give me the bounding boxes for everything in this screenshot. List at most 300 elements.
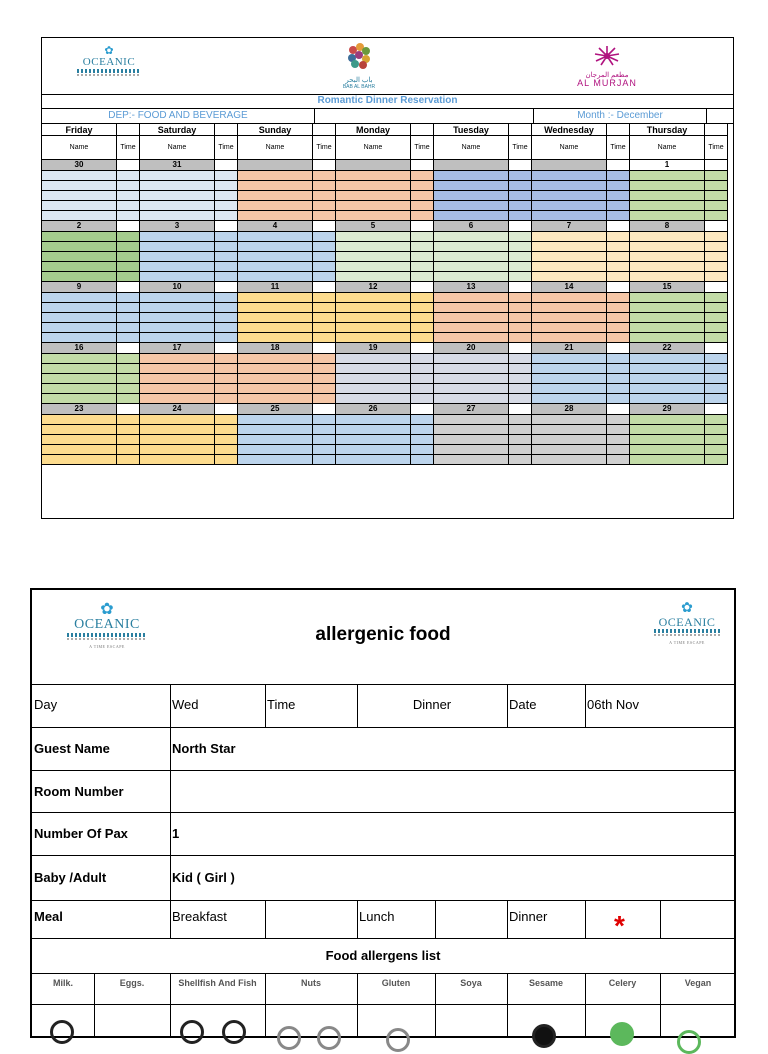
booking-time-slot xyxy=(509,272,532,282)
date-cell: 16 xyxy=(42,343,117,354)
booking-slot xyxy=(532,242,607,252)
date-cell: 11 xyxy=(238,282,313,293)
booking-time-slot xyxy=(117,374,140,384)
booking-slot xyxy=(630,201,705,211)
allergen-header: Soya xyxy=(460,978,482,988)
booking-slot xyxy=(42,435,117,445)
booking-time-slot xyxy=(607,171,630,181)
booking-slot xyxy=(42,171,117,181)
booking-slot xyxy=(630,242,705,252)
booking-time-slot xyxy=(411,211,434,221)
date-time-cell xyxy=(411,343,434,354)
booking-slot xyxy=(140,394,215,404)
nuts-icon-2 xyxy=(317,1026,341,1050)
booking-time-slot xyxy=(509,384,532,394)
booking-slot xyxy=(532,394,607,404)
col-name-header: Name xyxy=(238,136,313,160)
booking-slot xyxy=(238,252,313,262)
booking-slot xyxy=(238,415,313,425)
booking-slot xyxy=(336,232,411,242)
booking-time-slot xyxy=(705,435,728,445)
booking-time-slot xyxy=(313,272,336,282)
booking-slot xyxy=(434,354,509,364)
booking-slot xyxy=(42,232,117,242)
booking-slot xyxy=(532,262,607,272)
booking-time-slot xyxy=(117,455,140,465)
booking-time-slot xyxy=(313,252,336,262)
booking-time-slot xyxy=(607,333,630,343)
booking-time-slot xyxy=(215,364,238,374)
reservation-sheet xyxy=(41,37,734,519)
booking-slot xyxy=(630,191,705,201)
meal-breakfast: Breakfast xyxy=(172,909,227,924)
booking-slot xyxy=(630,354,705,364)
date-cell: 14 xyxy=(532,282,607,293)
booking-time-slot xyxy=(411,171,434,181)
col-name-header: Name xyxy=(434,136,509,160)
booking-slot xyxy=(140,415,215,425)
booking-time-slot xyxy=(215,384,238,394)
booking-slot xyxy=(140,211,215,221)
col-name-header: Name xyxy=(42,136,117,160)
booking-slot xyxy=(434,191,509,201)
booking-time-slot xyxy=(705,232,728,242)
day-header: Thursday xyxy=(630,124,705,136)
booking-time-slot xyxy=(313,415,336,425)
form-title: allergenic food xyxy=(315,624,451,645)
booking-slot xyxy=(630,262,705,272)
booking-time-slot xyxy=(313,201,336,211)
date-time-cell xyxy=(215,221,238,232)
booking-slot xyxy=(140,313,215,323)
booking-slot xyxy=(630,435,705,445)
wave-icon: ✿ xyxy=(681,601,693,616)
booking-time-slot xyxy=(509,394,532,404)
booking-time-slot xyxy=(509,435,532,445)
booking-time-slot xyxy=(411,252,434,262)
booking-slot xyxy=(238,323,313,333)
booking-slot xyxy=(42,293,117,303)
booking-slot xyxy=(532,435,607,445)
date-cell: 12 xyxy=(336,282,411,293)
booking-slot xyxy=(42,394,117,404)
date-time-cell xyxy=(313,343,336,354)
booking-slot xyxy=(336,191,411,201)
booking-time-slot xyxy=(607,354,630,364)
booking-time-slot xyxy=(607,425,630,435)
col-name-header: Name xyxy=(532,136,607,160)
booking-time-slot xyxy=(411,445,434,455)
col-name-header: Name xyxy=(630,136,705,160)
col-time-header: Time xyxy=(509,136,532,160)
allergen-header: Vegan xyxy=(684,978,712,988)
date-cell: 5 xyxy=(336,221,411,232)
booking-time-slot xyxy=(117,211,140,221)
oceanic-logo-right: ✿ OCEANIC A TIME ESCAPE xyxy=(650,602,724,645)
date-cell: 31 xyxy=(140,160,215,171)
booking-time-slot xyxy=(215,303,238,313)
booking-time-slot xyxy=(215,435,238,445)
date-cell xyxy=(434,160,509,171)
booking-time-slot xyxy=(705,272,728,282)
nuts-icon xyxy=(277,1026,301,1050)
booking-time-slot xyxy=(215,455,238,465)
allergen-header: Celery xyxy=(608,978,637,988)
booking-time-slot xyxy=(509,303,532,313)
booking-slot xyxy=(336,354,411,364)
booking-time-slot xyxy=(117,242,140,252)
booking-time-slot xyxy=(411,333,434,343)
day-header-spacer xyxy=(509,124,532,136)
date-time-cell xyxy=(411,404,434,415)
booking-time-slot xyxy=(607,445,630,455)
date-cell: 8 xyxy=(630,221,705,232)
booking-slot xyxy=(140,242,215,252)
booking-slot xyxy=(238,445,313,455)
booking-slot xyxy=(434,394,509,404)
date-label: Date xyxy=(509,697,537,712)
booking-slot xyxy=(532,425,607,435)
date-cell: 7 xyxy=(532,221,607,232)
booking-slot xyxy=(238,435,313,445)
col-time-header: Time xyxy=(117,136,140,160)
col-time-header: Time xyxy=(411,136,434,160)
booking-slot xyxy=(434,252,509,262)
booking-time-slot xyxy=(117,313,140,323)
booking-slot xyxy=(434,323,509,333)
date-cell: 29 xyxy=(630,404,705,415)
booking-slot xyxy=(630,425,705,435)
booking-slot xyxy=(238,384,313,394)
booking-slot xyxy=(434,455,509,465)
booking-slot xyxy=(532,232,607,242)
date-time-cell xyxy=(607,221,630,232)
booking-slot xyxy=(140,323,215,333)
booking-slot xyxy=(238,455,313,465)
logo-header xyxy=(42,38,733,95)
booking-slot xyxy=(238,272,313,282)
booking-time-slot xyxy=(215,323,238,333)
booking-time-slot xyxy=(117,171,140,181)
booking-slot xyxy=(42,303,117,313)
booking-time-slot xyxy=(411,293,434,303)
booking-slot xyxy=(140,425,215,435)
booking-slot xyxy=(238,242,313,252)
booking-time-slot xyxy=(509,242,532,252)
booking-slot xyxy=(238,354,313,364)
booking-time-slot xyxy=(313,455,336,465)
booking-slot xyxy=(630,211,705,221)
date-time-cell xyxy=(313,160,336,171)
booking-slot xyxy=(140,191,215,201)
booking-slot xyxy=(140,252,215,262)
booking-time-slot xyxy=(117,181,140,191)
booking-slot xyxy=(532,313,607,323)
booking-time-slot xyxy=(313,445,336,455)
col-time-header: Time xyxy=(215,136,238,160)
date-cell: 30 xyxy=(42,160,117,171)
booking-slot xyxy=(238,191,313,201)
booking-slot xyxy=(630,455,705,465)
booking-slot xyxy=(630,272,705,282)
booking-slot xyxy=(532,303,607,313)
booking-slot xyxy=(42,252,117,262)
booking-time-slot xyxy=(509,191,532,201)
booking-time-slot xyxy=(607,455,630,465)
booking-time-slot xyxy=(411,425,434,435)
booking-slot xyxy=(238,425,313,435)
date-cell: 17 xyxy=(140,343,215,354)
date-time-cell xyxy=(509,160,532,171)
booking-slot xyxy=(42,384,117,394)
booking-slot xyxy=(42,333,117,343)
booking-time-slot xyxy=(509,262,532,272)
date-cell: 28 xyxy=(532,404,607,415)
date-cell: 23 xyxy=(42,404,117,415)
booking-time-slot xyxy=(509,171,532,181)
guest-name-label: Guest Name xyxy=(34,741,110,756)
booking-slot xyxy=(238,303,313,313)
booking-time-slot xyxy=(313,171,336,181)
booking-time-slot xyxy=(411,435,434,445)
booking-slot xyxy=(42,191,117,201)
booking-slot xyxy=(434,272,509,282)
booking-time-slot xyxy=(509,211,532,221)
booking-time-slot xyxy=(215,425,238,435)
booking-time-slot xyxy=(705,394,728,404)
vegan-icon xyxy=(677,1030,701,1054)
booking-time-slot xyxy=(117,293,140,303)
baby-adult-value: Kid ( Girl ) xyxy=(172,870,235,885)
booking-time-slot xyxy=(215,293,238,303)
booking-time-slot xyxy=(509,445,532,455)
wave-icon: ✿ xyxy=(100,601,114,618)
pax-value: 1 xyxy=(172,826,180,841)
booking-slot xyxy=(238,232,313,242)
booking-slot xyxy=(336,455,411,465)
booking-time-slot xyxy=(411,303,434,313)
time-label: Time xyxy=(267,697,296,712)
booking-slot xyxy=(630,415,705,425)
booking-slot xyxy=(630,181,705,191)
booking-time-slot xyxy=(117,364,140,374)
booking-slot xyxy=(336,415,411,425)
booking-slot xyxy=(140,181,215,191)
booking-slot xyxy=(336,435,411,445)
date-time-cell xyxy=(705,221,728,232)
booking-time-slot xyxy=(607,252,630,262)
booking-time-slot xyxy=(607,323,630,333)
booking-slot xyxy=(532,171,607,181)
date-cell: 19 xyxy=(336,343,411,354)
booking-slot xyxy=(42,272,117,282)
booking-slot xyxy=(630,384,705,394)
booking-slot xyxy=(532,191,607,201)
booking-time-slot xyxy=(117,272,140,282)
booking-time-slot xyxy=(705,171,728,181)
booking-slot xyxy=(532,415,607,425)
booking-slot xyxy=(336,445,411,455)
booking-slot xyxy=(630,313,705,323)
booking-slot xyxy=(434,374,509,384)
day-header-spacer xyxy=(117,124,140,136)
date-time-cell xyxy=(411,282,434,293)
booking-slot xyxy=(336,171,411,181)
booking-time-slot xyxy=(117,384,140,394)
booking-time-slot xyxy=(117,435,140,445)
booking-time-slot xyxy=(607,242,630,252)
booking-slot xyxy=(532,374,607,384)
booking-time-slot xyxy=(215,242,238,252)
booking-slot xyxy=(532,455,607,465)
date-cell xyxy=(336,160,411,171)
booking-time-slot xyxy=(607,191,630,201)
booking-slot xyxy=(532,211,607,221)
col-name-header: Name xyxy=(140,136,215,160)
booking-slot xyxy=(42,374,117,384)
booking-slot xyxy=(630,171,705,181)
allergen-header: Nuts xyxy=(301,978,321,988)
month-label: Month :- December xyxy=(533,109,707,123)
booking-time-slot xyxy=(411,181,434,191)
booking-time-slot xyxy=(215,313,238,323)
booking-slot xyxy=(532,272,607,282)
date-cell: 22 xyxy=(630,343,705,354)
booking-slot xyxy=(630,394,705,404)
booking-slot xyxy=(140,384,215,394)
booking-slot xyxy=(336,394,411,404)
booking-time-slot xyxy=(313,323,336,333)
booking-slot xyxy=(140,262,215,272)
date-time-cell xyxy=(313,282,336,293)
booking-slot xyxy=(140,455,215,465)
date-time-cell xyxy=(313,221,336,232)
booking-slot xyxy=(336,272,411,282)
booking-slot xyxy=(630,303,705,313)
booking-time-slot xyxy=(607,201,630,211)
booking-time-slot xyxy=(117,262,140,272)
booking-time-slot xyxy=(313,354,336,364)
booking-time-slot xyxy=(313,394,336,404)
wave-icon: ✿ xyxy=(104,45,114,57)
booking-slot xyxy=(42,354,117,364)
date-time-cell xyxy=(117,282,140,293)
booking-slot xyxy=(42,323,117,333)
baby-adult-label: Baby /Adult xyxy=(34,870,107,885)
booking-slot xyxy=(532,384,607,394)
celery-icon xyxy=(610,1022,634,1046)
date-cell: 4 xyxy=(238,221,313,232)
date-time-cell xyxy=(607,343,630,354)
booking-time-slot xyxy=(509,232,532,242)
booking-slot xyxy=(434,364,509,374)
day-header: Tuesday xyxy=(434,124,509,136)
booking-slot xyxy=(532,181,607,191)
allergen-header: Milk. xyxy=(52,978,73,988)
col-name-header: Name xyxy=(336,136,411,160)
booking-time-slot xyxy=(705,201,728,211)
date-cell: 20 xyxy=(434,343,509,354)
room-number-label: Room Number xyxy=(34,784,124,799)
date-cell: 6 xyxy=(434,221,509,232)
allergen-header: Shellfish And Fish xyxy=(178,978,257,988)
day-header-spacer xyxy=(313,124,336,136)
booking-time-slot xyxy=(411,384,434,394)
booking-time-slot xyxy=(411,262,434,272)
booking-time-slot xyxy=(215,181,238,191)
booking-slot xyxy=(532,201,607,211)
booking-time-slot xyxy=(509,415,532,425)
booking-time-slot xyxy=(411,323,434,333)
booking-time-slot xyxy=(313,191,336,201)
booking-slot xyxy=(140,272,215,282)
booking-slot xyxy=(434,313,509,323)
date-cell: 25 xyxy=(238,404,313,415)
booking-slot xyxy=(336,181,411,191)
booking-time-slot xyxy=(411,242,434,252)
booking-slot xyxy=(630,445,705,455)
date-time-cell xyxy=(411,160,434,171)
booking-slot xyxy=(434,425,509,435)
booking-time-slot xyxy=(313,425,336,435)
booking-slot xyxy=(630,374,705,384)
booking-time-slot xyxy=(117,425,140,435)
col-time-header: Time xyxy=(705,136,728,160)
booking-time-slot xyxy=(607,374,630,384)
booking-slot xyxy=(42,364,117,374)
booking-time-slot xyxy=(117,191,140,201)
booking-time-slot xyxy=(411,354,434,364)
day-header: Saturday xyxy=(140,124,215,136)
pax-label: Number Of Pax xyxy=(34,826,128,841)
booking-slot xyxy=(140,333,215,343)
booking-time-slot xyxy=(705,252,728,262)
booking-time-slot xyxy=(705,191,728,201)
booking-time-slot xyxy=(705,445,728,455)
date-time-cell xyxy=(117,404,140,415)
date-cell: 21 xyxy=(532,343,607,354)
booking-time-slot xyxy=(705,364,728,374)
date-time-cell xyxy=(607,404,630,415)
booking-slot xyxy=(434,232,509,242)
booking-time-slot xyxy=(215,415,238,425)
day-header: Wednesday xyxy=(532,124,607,136)
allergens-title: Food allergens list xyxy=(325,948,441,963)
day-header-spacer xyxy=(411,124,434,136)
booking-slot xyxy=(434,242,509,252)
booking-slot xyxy=(336,262,411,272)
booking-time-slot xyxy=(215,201,238,211)
booking-slot xyxy=(434,293,509,303)
booking-slot xyxy=(238,293,313,303)
booking-time-slot xyxy=(313,232,336,242)
dinner-selected-star-icon: * xyxy=(614,910,625,941)
booking-time-slot xyxy=(705,293,728,303)
booking-slot xyxy=(630,232,705,242)
booking-slot xyxy=(630,293,705,303)
col-time-header: Time xyxy=(607,136,630,160)
booking-slot xyxy=(434,445,509,455)
booking-slot xyxy=(532,354,607,364)
booking-slot xyxy=(336,303,411,313)
time-value: Dinner xyxy=(412,697,452,712)
booking-time-slot xyxy=(313,384,336,394)
date-cell: 2 xyxy=(42,221,117,232)
booking-slot xyxy=(336,364,411,374)
booking-time-slot xyxy=(509,374,532,384)
booking-time-slot xyxy=(117,445,140,455)
booking-time-slot xyxy=(509,425,532,435)
